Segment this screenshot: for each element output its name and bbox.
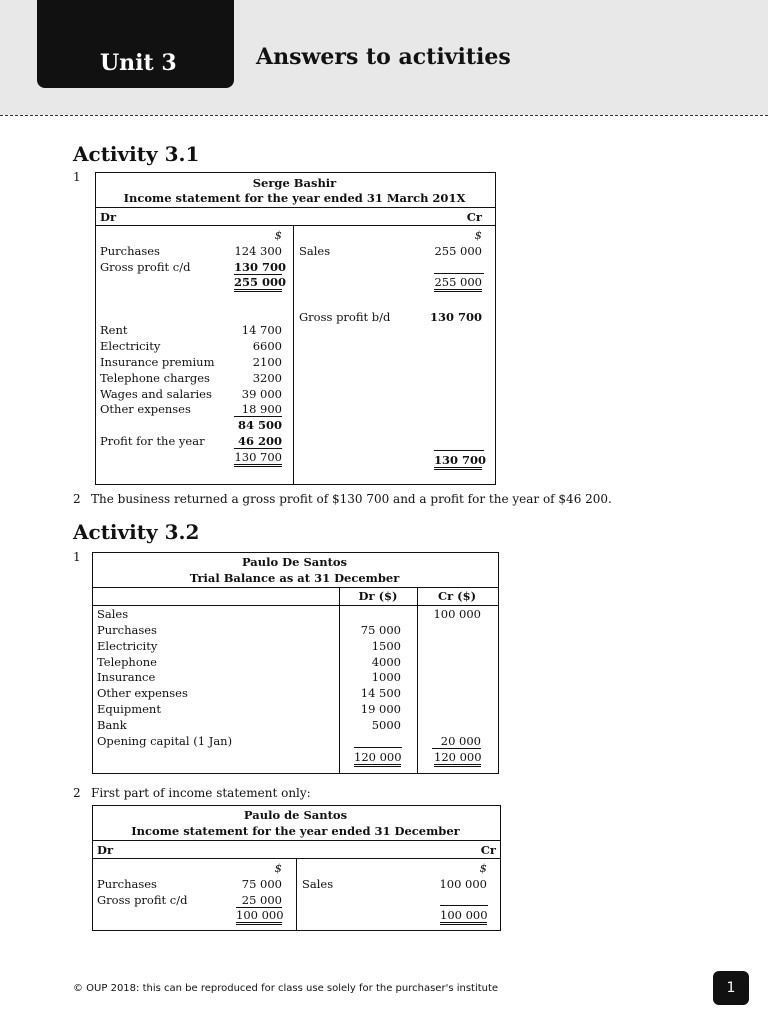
cr-label: Cr (480, 843, 496, 857)
divider (92, 840, 501, 841)
row-label: Other expenses (97, 686, 188, 700)
question-number: 2 (73, 786, 81, 800)
dr-value: 5000 (371, 718, 401, 732)
currency-label: $ (274, 228, 282, 242)
activity-3-2-heading: Activity 3.2 (73, 520, 200, 544)
total-value: 255 000 (434, 275, 482, 292)
row-label: Rent (100, 323, 128, 337)
row-value: 75 000 (241, 877, 282, 891)
row-label: Electricity (97, 639, 158, 653)
dr-value: 19 000 (360, 702, 401, 716)
answer-text: First part of income statement only: (91, 786, 311, 800)
dr-value: 14 500 (360, 686, 401, 700)
total-cr: 120 000 (434, 750, 481, 767)
cr-value: 20 000 (432, 734, 481, 749)
total-value: 100 000 (236, 908, 282, 925)
underline (440, 905, 488, 906)
row-label: Gross profit c/d (97, 893, 188, 907)
column-divider (293, 225, 294, 484)
row-label: Purchases (97, 623, 157, 637)
total-value: 130 700 (434, 453, 482, 470)
row-label: Purchases (97, 877, 157, 891)
profit-value: 46 200 (234, 434, 282, 449)
dr-value: 4000 (371, 655, 401, 669)
row-label: Telephone charges (100, 371, 210, 385)
table-name: Paulo De Santos (241, 555, 348, 569)
table-title: Trial Balance as at 31 December (189, 571, 400, 585)
table-title: Income statement for the year ended 31 March 201X (123, 191, 466, 205)
row-value: 124 300 (234, 244, 282, 258)
total-value: 130 700 (234, 450, 282, 467)
row-value: 6600 (252, 339, 282, 353)
underline (354, 747, 402, 748)
row-label: Other expenses (100, 402, 191, 416)
dr-value: 1500 (371, 639, 401, 653)
divider (95, 207, 496, 208)
row-value: 25 000 (236, 893, 282, 908)
total-value: 255 000 (234, 275, 282, 292)
answer-text: The business returned a gross profit of $130 700 and a profit for the year of $46 200. (91, 492, 612, 506)
row-value: 39 000 (241, 387, 282, 401)
currency-label: $ (274, 861, 282, 875)
row-label: Telephone (97, 655, 157, 669)
cr-value: 100 000 (433, 607, 481, 621)
divider (92, 605, 499, 606)
row-value: 2100 (252, 355, 282, 369)
page-title: Answers to activities (256, 44, 511, 70)
subtotal-value: 84 500 (237, 418, 282, 432)
row-value: 255 000 (434, 244, 482, 258)
row-value: 14 700 (241, 323, 282, 337)
dr-header: Dr ($) (358, 589, 398, 603)
underline (434, 450, 484, 451)
cr-header: Cr ($) (437, 589, 477, 603)
row-label: Opening capital (1 Jan) (97, 734, 233, 748)
row-value: 3200 (252, 371, 282, 385)
divider (95, 225, 496, 226)
column-divider (417, 587, 418, 773)
currency-label: $ (474, 228, 482, 242)
row-label: Sales (302, 877, 334, 891)
currency-label: $ (479, 861, 487, 875)
dr-value: 75 000 (360, 623, 401, 637)
row-label: Wages and salaries (100, 387, 212, 401)
row-label: Insurance premium (100, 355, 215, 369)
row-label: Bank (97, 718, 127, 732)
page-header (0, 0, 768, 115)
row-label: Equipment (97, 702, 161, 716)
divider (92, 587, 499, 588)
page-number: 1 (713, 971, 749, 1005)
row-label: Sales (299, 244, 331, 258)
row-label: Gross profit c/d (100, 260, 191, 274)
table-name: Paulo de Santos (243, 808, 348, 822)
activity-3-1-heading: Activity 3.1 (73, 142, 200, 166)
row-label: Electricity (100, 339, 161, 353)
row-label: Profit for the year (100, 434, 205, 448)
underline (434, 273, 484, 274)
table-title: Income statement for the year ended 31 December (131, 824, 460, 838)
dashed-divider (0, 115, 768, 116)
column-divider (296, 858, 297, 930)
cr-label: Cr (466, 210, 482, 224)
dr-label: Dr (97, 843, 114, 857)
dr-label: Dr (100, 210, 117, 224)
total-dr: 120 000 (354, 750, 401, 767)
row-label: Purchases (100, 244, 160, 258)
question-number: 1 (73, 550, 81, 564)
copyright-footer: © OUP 2018: this can be reproduced for class use solely for the purchaser's institute (73, 983, 499, 994)
row-label: Insurance (97, 670, 156, 684)
question-number: 2 (73, 492, 81, 506)
row-label: Gross profit b/d (299, 310, 391, 324)
row-value: 130 700 (234, 260, 287, 274)
row-value: 100 000 (439, 877, 487, 891)
dr-value: 1000 (371, 670, 401, 684)
question-number: 1 (73, 170, 81, 184)
row-value: 130 700 (430, 310, 483, 324)
row-label: Sales (97, 607, 129, 621)
row-value: 18 900 (234, 402, 282, 417)
unit-label: Unit 3 (100, 50, 177, 76)
table-name: Serge Bashir (252, 176, 337, 190)
total-value: 100 000 (440, 908, 487, 925)
